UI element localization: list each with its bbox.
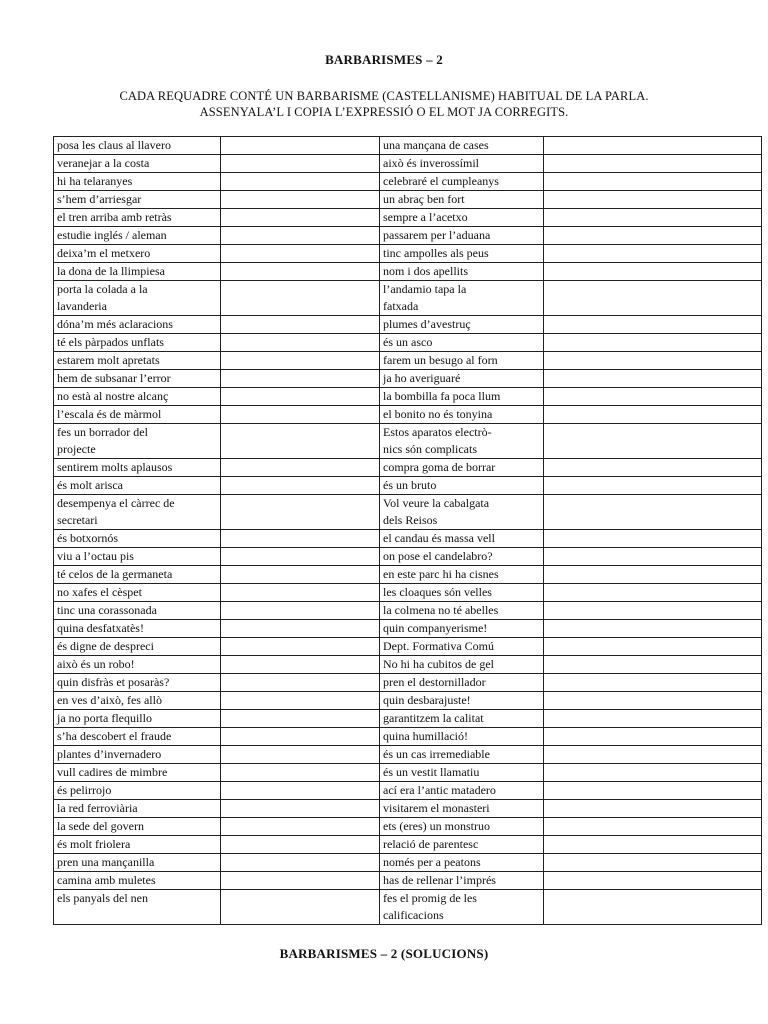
right-phrase: en este parc hi ha cisnes — [380, 566, 544, 584]
table-row — [54, 370, 762, 388]
left-answer-box[interactable] — [221, 155, 380, 173]
left-answer-box[interactable] — [221, 620, 380, 638]
table-row — [54, 818, 762, 836]
table-row — [54, 227, 762, 245]
table-row — [54, 872, 762, 890]
right-answer-box[interactable] — [544, 602, 762, 620]
right-phrase: nom i dos apellits — [380, 263, 544, 281]
right-answer-box[interactable] — [544, 370, 762, 388]
left-answer-box[interactable] — [221, 316, 380, 334]
right-answer-box[interactable] — [544, 746, 762, 764]
right-phrase: No hi ha cubitos de gel — [380, 656, 544, 674]
left-phrase: això és un robo! — [54, 656, 221, 674]
table-row — [54, 316, 762, 334]
barbarisms-table — [53, 136, 762, 925]
right-phrase: les cloaques són velles — [380, 584, 544, 602]
left-answer-box[interactable] — [221, 459, 380, 477]
left-answer-box[interactable] — [221, 710, 380, 728]
left-phrase: estudie inglés / aleman — [54, 227, 221, 245]
right-answer-box[interactable] — [544, 281, 762, 316]
right-answer-box[interactable] — [544, 245, 762, 263]
left-phrase: hem de subsanar l’error — [54, 370, 221, 388]
right-phrase: Dept. Formativa Comú — [380, 638, 544, 656]
left-answer-box[interactable] — [221, 872, 380, 890]
left-phrase: vull cadires de mimbre — [54, 764, 221, 782]
left-answer-box[interactable] — [221, 656, 380, 674]
right-phrase: ja ho averiguaré — [380, 370, 544, 388]
table-row — [54, 620, 762, 638]
left-answer-box[interactable] — [221, 281, 380, 316]
table-row — [54, 173, 762, 191]
right-answer-box[interactable] — [544, 352, 762, 370]
table-row — [54, 245, 762, 263]
right-phrase: ets (eres) un monstruo — [380, 818, 544, 836]
left-phrase: estarem molt apretats — [54, 352, 221, 370]
left-answer-box[interactable] — [221, 818, 380, 836]
right-answer-box[interactable] — [544, 137, 762, 155]
table-row — [54, 800, 762, 818]
right-answer-box[interactable] — [544, 263, 762, 281]
right-phrase: compra goma de borrar — [380, 459, 544, 477]
right-phrase: el candau és massa vell — [380, 530, 544, 548]
left-phrase: pren una mançanilla — [54, 854, 221, 872]
left-phrase: ja no porta flequillo — [54, 710, 221, 728]
left-answer-box[interactable] — [221, 746, 380, 764]
left-answer-box[interactable] — [221, 854, 380, 872]
right-phrase: Vol veure la cabalgata dels Reisos — [380, 495, 544, 530]
right-phrase: Estos aparatos electrò- nics són complicats — [380, 424, 544, 459]
table-row — [54, 746, 762, 764]
right-answer-box[interactable] — [544, 495, 762, 530]
right-phrase: només per a peatons — [380, 854, 544, 872]
right-answer-box[interactable] — [544, 548, 762, 566]
left-phrase: hi ha telaranyes — [54, 173, 221, 191]
table-row — [54, 530, 762, 548]
page-title: BARBARISMES – 2 — [325, 52, 443, 67]
table-row — [54, 764, 762, 782]
right-phrase: és un cas irremediable — [380, 746, 544, 764]
left-answer-box[interactable] — [221, 406, 380, 424]
left-answer-box[interactable] — [221, 674, 380, 692]
left-phrase: fes un borrador del projecte — [54, 424, 221, 459]
instruction-line-2: ASSENYALA’L I COPIA L’EXPRESSIÓ O EL MOT JA CORREGITS. — [199, 105, 569, 119]
left-answer-box[interactable] — [221, 137, 380, 155]
right-phrase: la colmena no té abelles — [380, 602, 544, 620]
right-answer-box[interactable] — [544, 191, 762, 209]
table-row — [54, 566, 762, 584]
right-phrase: la bombilla fa poca llum — [380, 388, 544, 406]
left-answer-box[interactable] — [221, 477, 380, 495]
left-phrase: sentirem molts aplausos — [54, 459, 221, 477]
left-answer-box[interactable] — [221, 227, 380, 245]
right-phrase: el bonito no és tonyina — [380, 406, 544, 424]
right-phrase: farem un besugo al forn — [380, 352, 544, 370]
left-phrase: és botxornós — [54, 530, 221, 548]
left-phrase: és digne de despreci — [54, 638, 221, 656]
right-phrase: has de rellenar l’imprés — [380, 872, 544, 890]
right-answer-box[interactable] — [544, 692, 762, 710]
right-phrase: tinc ampolles als peus — [380, 245, 544, 263]
table-row — [54, 477, 762, 495]
left-phrase: s’ha descobert el fraude — [54, 728, 221, 746]
left-phrase: és pelirrojo — [54, 782, 221, 800]
right-phrase: sempre a l’acetxo — [380, 209, 544, 227]
left-answer-box[interactable] — [221, 424, 380, 459]
left-answer-box[interactable] — [221, 566, 380, 584]
left-phrase: posa les claus al llavero — [54, 137, 221, 155]
left-phrase: viu a l’octau pis — [54, 548, 221, 566]
right-phrase: garantitzem la calitat — [380, 710, 544, 728]
right-phrase: relació de parentesc — [380, 836, 544, 854]
table-row — [54, 424, 762, 459]
right-phrase: plumes d’avestruç — [380, 316, 544, 334]
right-answer-box[interactable] — [544, 459, 762, 477]
left-phrase: la red ferroviària — [54, 800, 221, 818]
left-answer-box[interactable] — [221, 692, 380, 710]
left-answer-box[interactable] — [221, 370, 380, 388]
left-answer-box[interactable] — [221, 495, 380, 530]
right-answer-box[interactable] — [544, 209, 762, 227]
right-answer-box[interactable] — [544, 334, 762, 352]
right-answer-box[interactable] — [544, 674, 762, 692]
left-answer-box[interactable] — [221, 836, 380, 854]
right-phrase: és un vestit llamatiu — [380, 764, 544, 782]
right-phrase: l’andamio tapa la fatxada — [380, 281, 544, 316]
right-phrase: quin desbarajuste! — [380, 692, 544, 710]
table-row — [54, 584, 762, 602]
right-answer-box[interactable] — [544, 854, 762, 872]
left-phrase: la sede del govern — [54, 818, 221, 836]
left-answer-box[interactable] — [221, 530, 380, 548]
right-answer-box[interactable] — [544, 316, 762, 334]
right-answer-box[interactable] — [544, 710, 762, 728]
table-row — [54, 854, 762, 872]
right-answer-box[interactable] — [544, 818, 762, 836]
left-phrase: els panyals del nen — [54, 890, 221, 925]
table-row — [54, 137, 762, 155]
left-phrase: no xafes el cèspet — [54, 584, 221, 602]
left-phrase: és molt arisca — [54, 477, 221, 495]
instruction-line-1: CADA REQUADRE CONTÉ UN BARBARISME (CASTELLANISME) HABITUAL DE LA PARLA. — [119, 89, 649, 103]
left-answer-box[interactable] — [221, 890, 380, 925]
right-phrase: on pose el candelabro? — [380, 548, 544, 566]
right-answer-box[interactable] — [544, 800, 762, 818]
right-answer-box[interactable] — [544, 477, 762, 495]
table-body — [54, 137, 762, 925]
left-phrase: té els pàrpados unflats — [54, 334, 221, 352]
table-row — [54, 459, 762, 477]
left-answer-box[interactable] — [221, 388, 380, 406]
table-row — [54, 334, 762, 352]
right-answer-box[interactable] — [544, 620, 762, 638]
right-phrase: ací era l’antic matadero — [380, 782, 544, 800]
solutions-title: BARBARISMES – 2 (SOLUCIONS) — [279, 946, 489, 961]
left-phrase: el tren arriba amb retràs — [54, 209, 221, 227]
right-answer-box[interactable] — [544, 836, 762, 854]
left-answer-box[interactable] — [221, 602, 380, 620]
table-row — [54, 728, 762, 746]
right-answer-box[interactable] — [544, 566, 762, 584]
right-answer-box[interactable] — [544, 155, 762, 173]
left-answer-box[interactable] — [221, 584, 380, 602]
right-phrase: quina humillació! — [380, 728, 544, 746]
table-row — [54, 352, 762, 370]
left-answer-box[interactable] — [221, 728, 380, 746]
right-phrase: és un asco — [380, 334, 544, 352]
left-answer-box[interactable] — [221, 263, 380, 281]
right-answer-box[interactable] — [544, 890, 762, 925]
right-answer-box[interactable] — [544, 782, 762, 800]
table-row — [54, 602, 762, 620]
left-phrase: és molt friolera — [54, 836, 221, 854]
left-answer-box[interactable] — [221, 782, 380, 800]
table-row — [54, 710, 762, 728]
right-answer-box[interactable] — [544, 388, 762, 406]
table-row — [54, 638, 762, 656]
right-answer-box[interactable] — [544, 227, 762, 245]
right-answer-box[interactable] — [544, 424, 762, 459]
left-phrase: desempenya el càrrec de secretari — [54, 495, 221, 530]
left-phrase: porta la colada a la lavanderia — [54, 281, 221, 316]
right-answer-box[interactable] — [544, 530, 762, 548]
left-phrase: camina amb muletes — [54, 872, 221, 890]
right-phrase: això és inverossímil — [380, 155, 544, 173]
right-phrase: passarem per l’aduana — [380, 227, 544, 245]
left-answer-box[interactable] — [221, 245, 380, 263]
left-answer-box[interactable] — [221, 548, 380, 566]
table-row — [54, 782, 762, 800]
table-row — [54, 263, 762, 281]
table-row — [54, 656, 762, 674]
left-phrase: quina desfatxatès! — [54, 620, 221, 638]
table-row — [54, 548, 762, 566]
left-phrase: veranejar a la costa — [54, 155, 221, 173]
left-answer-box[interactable] — [221, 173, 380, 191]
left-phrase: en ves d’això, fes allò — [54, 692, 221, 710]
right-answer-box[interactable] — [544, 872, 762, 890]
right-answer-box[interactable] — [544, 728, 762, 746]
left-phrase: no està al nostre alcanç — [54, 388, 221, 406]
right-phrase: celebraré el cumpleanys — [380, 173, 544, 191]
table-row — [54, 388, 762, 406]
right-phrase: pren el destornillador — [380, 674, 544, 692]
table-row — [54, 890, 762, 925]
left-phrase: tinc una corassonada — [54, 602, 221, 620]
right-phrase: un abraç ben fort — [380, 191, 544, 209]
left-phrase: té celos de la germaneta — [54, 566, 221, 584]
right-phrase: quin companyerisme! — [380, 620, 544, 638]
left-phrase: deixa’m el metxero — [54, 245, 221, 263]
right-phrase: una mançana de cases — [380, 137, 544, 155]
left-phrase: plantes d’invernadero — [54, 746, 221, 764]
right-answer-box[interactable] — [544, 764, 762, 782]
table-row — [54, 674, 762, 692]
right-phrase: visitarem el monasteri — [380, 800, 544, 818]
table-row — [54, 836, 762, 854]
left-answer-box[interactable] — [221, 334, 380, 352]
table-row — [54, 191, 762, 209]
left-phrase: dóna’m més aclaracions — [54, 316, 221, 334]
right-phrase: és un bruto — [380, 477, 544, 495]
right-answer-box[interactable] — [544, 638, 762, 656]
table-row — [54, 692, 762, 710]
right-answer-box[interactable] — [544, 406, 762, 424]
table-row — [54, 281, 762, 316]
left-answer-box[interactable] — [221, 191, 380, 209]
left-answer-box[interactable] — [221, 800, 380, 818]
right-phrase: fes el promig de les calificacions — [380, 890, 544, 925]
left-answer-box[interactable] — [221, 638, 380, 656]
table-row — [54, 406, 762, 424]
table-row — [54, 209, 762, 227]
left-phrase: s’hem d’arriesgar — [54, 191, 221, 209]
table-row — [54, 155, 762, 173]
right-answer-box[interactable] — [544, 173, 762, 191]
table-row — [54, 495, 762, 530]
left-answer-box[interactable] — [221, 764, 380, 782]
left-phrase: la dona de la llimpiesa — [54, 263, 221, 281]
left-phrase: l’escala és de màrmol — [54, 406, 221, 424]
left-answer-box[interactable] — [221, 209, 380, 227]
left-phrase: quin disfràs et posaràs? — [54, 674, 221, 692]
right-answer-box[interactable] — [544, 656, 762, 674]
left-answer-box[interactable] — [221, 352, 380, 370]
right-answer-box[interactable] — [544, 584, 762, 602]
